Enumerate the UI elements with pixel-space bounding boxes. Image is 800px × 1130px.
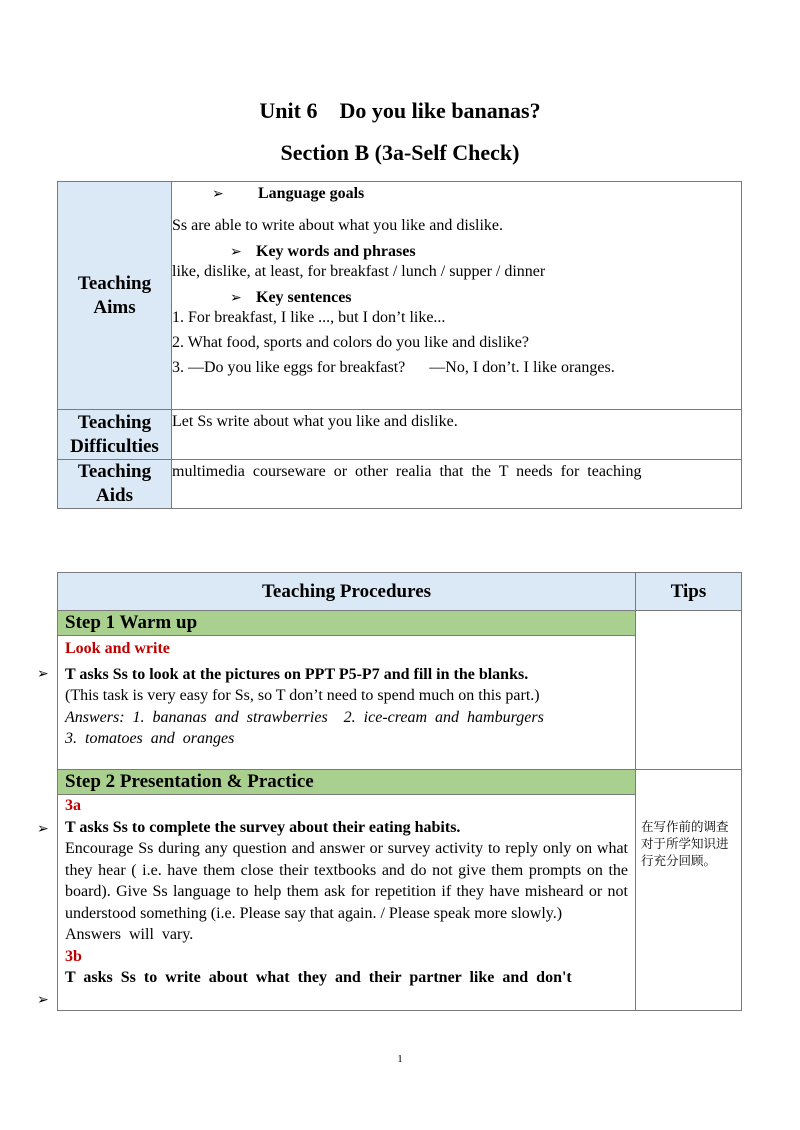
page-title: Unit 6 Do you like bananas? [259, 98, 541, 123]
step1-content [58, 636, 636, 770]
step1-task: T asks Ss to look at the pictures on PPT P5-P7 and fill in the blanks. [65, 666, 529, 683]
step2-3a-body: Encourage Ss during any question and answer or survey activity to reply only on what they hear ( i.e. have them close their textbooks and do not give them prompts on the board). Give Ss language to help them ask for repetition if they have misheard or not understood something (i.e. Please say that again. / Please speak more slowly.) [65, 840, 628, 922]
page-number: 1 [397, 1053, 403, 1065]
teaching-info-table [57, 181, 742, 509]
language-goals-heading: ➢ Language goals [212, 185, 365, 202]
sentence-1: 1. For breakfast, I like ..., but I don’t like... [172, 309, 446, 326]
step2-3a-heading: 3a [65, 797, 81, 814]
step2-3b-heading: 3b [65, 947, 82, 965]
step1-note: (This task is very easy for Ss, so T don’t need to spend much on this part.) [65, 687, 540, 704]
step2-tip: 在写作前的调查对于所学知识进行充分回顾。 [636, 770, 742, 1011]
step2-content [58, 795, 636, 1011]
aids-text: multimedia courseware or other realia that the T needs for teaching [172, 460, 742, 509]
step1-title: Step 1 Warm up [58, 611, 636, 636]
key-sentences-heading: ➢ Key sentences [230, 289, 352, 306]
step2-3b-task: T asks Ss to write about what they and their partner like and don't [65, 969, 572, 986]
tips-header: Tips [636, 573, 742, 611]
key-words-heading: ➢ Key words and phrases [230, 243, 416, 260]
arrow-bullet-icon: ➢ [230, 244, 242, 260]
step1-answers-line2: 3. tomatoes and oranges [65, 730, 235, 747]
step1-subheading: Look and write [65, 640, 170, 657]
language-goals-text: Ss are able to write about what you like and dislike. [172, 217, 504, 234]
sentence-3: 3. —Do you like eggs for breakfast? —No, I don’t. I like oranges. [172, 359, 615, 376]
arrow-bullet-icon: ➢ [37, 821, 49, 837]
arrow-bullet-icon: ➢ [37, 666, 49, 682]
arrow-bullet-icon: ➢ [230, 290, 242, 306]
step1-tips-cell [636, 611, 742, 770]
aims-label: Teaching Aims [58, 182, 172, 410]
page-subtitle: Section B (3a-Self Check) [280, 140, 520, 165]
procedures-header: Teaching Procedures [58, 573, 636, 611]
arrow-bullet-icon: ➢ [37, 992, 49, 1008]
step2-title: Step 2 Presentation & Practice [58, 770, 636, 795]
arrow-bullet-icon: ➢ [212, 186, 224, 202]
sentence-2: 2. What food, sports and colors do you like and dislike? [172, 334, 529, 351]
procedures-table [57, 572, 742, 1011]
key-words-text: like, dislike, at least, for breakfast / lunch / supper / dinner [172, 263, 546, 280]
difficulties-label: Teaching Difficulties [58, 410, 172, 460]
step2-3a-task: T asks Ss to complete the survey about their eating habits. [65, 818, 461, 836]
difficulties-text: Let Ss write about what you like and dislike. [172, 410, 742, 460]
aims-content [172, 182, 742, 410]
aids-label: Teaching Aids [58, 460, 172, 509]
step1-answers-line1: Answers: 1. bananas and strawberries 2. ice-cream and hamburgers [65, 708, 544, 726]
step2-3a-answers: Answers will vary. [65, 926, 194, 943]
